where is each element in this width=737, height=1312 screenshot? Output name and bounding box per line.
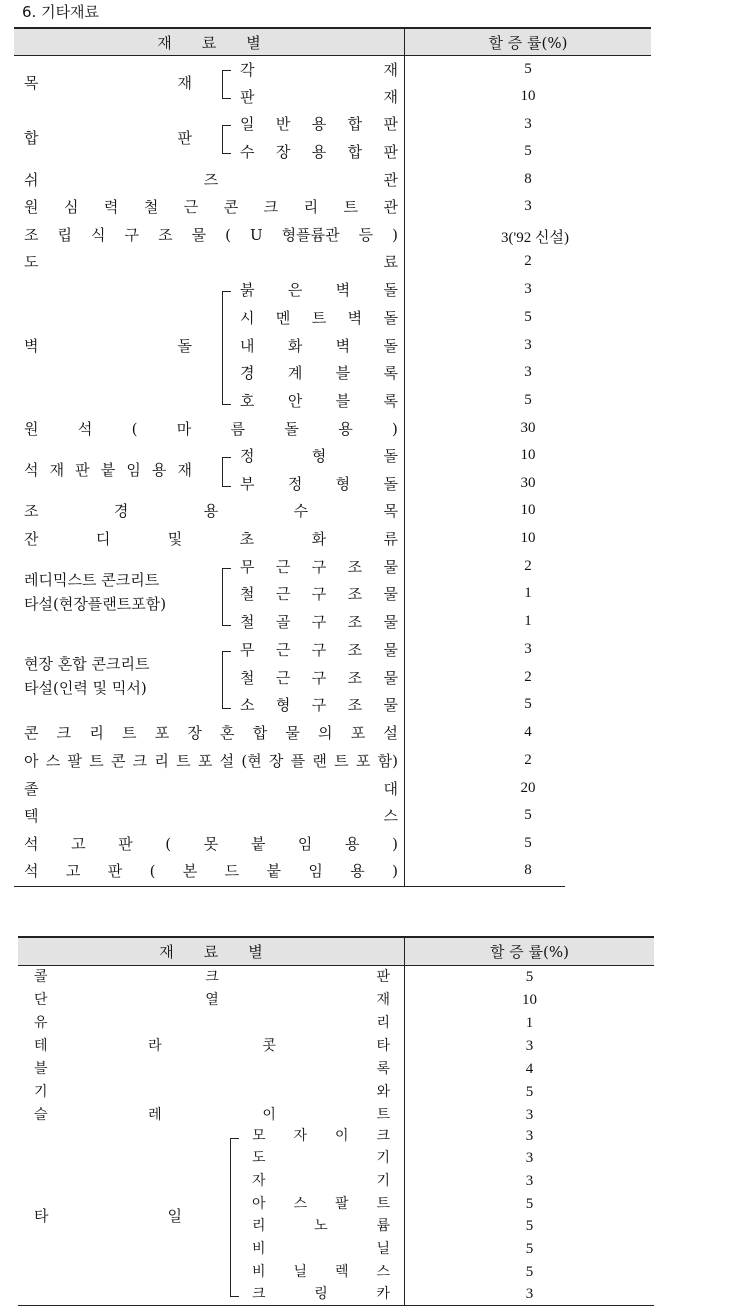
value-tile-asphalt: 5 — [525, 1196, 534, 1212]
value-gypsum-bond: 8 — [524, 862, 532, 878]
value-tile-porcelain: 3 — [525, 1173, 534, 1189]
value-tile-vinyl: 5 — [525, 1241, 534, 1257]
value-insulation: 10 — [522, 992, 537, 1008]
value-block-revetment: 5 — [524, 392, 532, 408]
row-timber-square: 각 재 — [240, 61, 398, 79]
row-terracotta: 테 라 콧 타 — [34, 1038, 390, 1054]
row-paint: 도 료 — [24, 253, 398, 271]
table2-header-material: 재 료 별 — [159, 943, 263, 961]
row-asphalt-paving: 아 스 팔 트 콘 크 리 트 포 설 (현 장 플 랜 트 포 함) — [24, 752, 398, 770]
row-gypsum-bond: 석 고 판 ( 본 드 붙 임 용 ) — [24, 862, 398, 880]
row-concrete-paving: 콘 크 리 트 포 장 혼 합 물 의 포 설 — [24, 724, 398, 742]
value-site-reinforced: 2 — [524, 669, 532, 685]
row-slab-regular: 정 형 돌 — [240, 447, 398, 465]
row-tile-vinyl: 비 닐 — [252, 1241, 390, 1257]
row-block: 블 록 — [34, 1061, 390, 1077]
row-label-brick: 벽 돌 — [24, 337, 192, 355]
value-cork-board: 5 — [525, 969, 534, 985]
value-raw-stone: 30 — [520, 420, 536, 436]
row-slab-irregular: 부 정 형 돌 — [240, 475, 398, 493]
row-brick-red: 붉 은 벽 돌 — [240, 281, 398, 299]
row-insulation: 단 열 재 — [34, 992, 390, 1008]
value-site-small: 5 — [524, 696, 532, 712]
value-centrifugal-pipe: 3 — [524, 198, 532, 214]
value-plywood-finish: 5 — [524, 143, 532, 159]
value-landscape-tree: 10 — [520, 502, 536, 518]
row-tile-porcelain: 자 기 — [252, 1173, 390, 1189]
row-block-curb: 경 계 블 록 — [240, 364, 398, 382]
value-slab-regular: 10 — [520, 447, 536, 463]
row-lath: 졸 대 — [24, 780, 398, 798]
row-cork-board: 콜 크 판 — [34, 969, 390, 985]
value-rmc-plain: 2 — [524, 558, 532, 574]
value-block: 4 — [525, 1061, 534, 1077]
row-block-revetment: 호 안 블 록 — [240, 392, 398, 410]
value-gypsum-nail: 5 — [524, 835, 532, 851]
row-site-plain: 무 근 구 조 물 — [240, 641, 398, 659]
value-brick-cement: 5 — [524, 309, 532, 325]
value-lath: 20 — [520, 780, 536, 796]
row-label-site-mixed-1: 현장 혼합 콘크리트 — [24, 655, 150, 673]
row-label-plywood: 합 판 — [24, 129, 192, 147]
value-concrete-paving: 4 — [524, 724, 532, 740]
value-tile-mosaic: 3 — [525, 1128, 534, 1144]
value-paint: 2 — [524, 253, 532, 269]
row-slate: 슬 레 이 트 — [34, 1107, 390, 1123]
row-prefab-structure: 조 립 식 구 조 물 ( U 형플륨관 등 ) — [24, 226, 398, 244]
row-glass: 유 리 — [34, 1015, 390, 1031]
row-brick-fire: 내 화 벽 돌 — [240, 337, 398, 355]
row-rmc-plain: 무 근 구 조 물 — [240, 558, 398, 576]
row-landscape-tree: 조 경 용 수 목 — [24, 502, 398, 520]
row-rmc-reinforced: 철 근 구 조 물 — [240, 585, 398, 603]
row-tex: 텍 스 — [24, 807, 398, 825]
value-brick-fire: 3 — [524, 337, 532, 353]
row-centrifugal-pipe: 원 심 력 철 근 콘 크 리 트 관 — [24, 198, 398, 216]
value-slate: 3 — [525, 1107, 534, 1123]
value-site-plain: 3 — [524, 641, 532, 657]
value-terracotta: 3 — [525, 1038, 534, 1054]
row-timber-board: 판 재 — [240, 88, 398, 106]
value-tile-vinylex: 5 — [525, 1264, 534, 1280]
value-rmc-reinforced: 1 — [524, 585, 532, 601]
value-hume-pipe: 8 — [524, 171, 532, 187]
value-tile-earthenware: 3 — [525, 1150, 534, 1166]
row-label-ready-mixed-2: 타설(현장플랜트포함) — [24, 595, 167, 613]
value-asphalt-paving: 2 — [524, 752, 532, 768]
row-tile-asphalt: 아 스 팔 트 — [252, 1196, 390, 1212]
row-raw-stone: 원 석 ( 마 름 돌 용 ) — [24, 420, 398, 438]
value-glass: 1 — [525, 1015, 534, 1031]
header-material: 재 료 별 — [157, 34, 261, 52]
row-site-reinforced: 철 근 구 조 물 — [240, 669, 398, 687]
value-plywood-general: 3 — [524, 116, 532, 132]
value-tex: 5 — [524, 807, 532, 823]
row-gypsum-nail: 석 고 판 ( 못 붙 임 용 ) — [24, 835, 398, 853]
row-label-stone-slab: 석 재 판 붙 임 용 재 — [24, 461, 192, 479]
row-label-timber: 목 재 — [24, 74, 192, 92]
row-roof-tile: 기 와 — [34, 1084, 390, 1100]
row-rmc-steel: 철 골 구 조 물 — [240, 613, 398, 631]
value-timber-board: 10 — [520, 88, 536, 104]
row-tile-linoleum: 리 노 륨 — [252, 1218, 390, 1234]
table2-header-rate: 할 증 률(%) — [490, 943, 569, 961]
header-rate: 할 증 률(%) — [488, 34, 568, 52]
value-tile-clinker: 3 — [525, 1286, 534, 1302]
row-tile-mosaic: 모 자 이 크 — [252, 1128, 390, 1144]
row-hume-pipe: 쉬 즈 관 — [24, 171, 398, 189]
row-tile-clinker: 크 링 카 — [252, 1286, 390, 1302]
row-turf-flowers: 잔 디 및 초 화 류 — [24, 530, 398, 548]
row-label-site-mixed-2: 타설(인력 및 믹서) — [24, 679, 147, 697]
row-brick-cement: 시 멘 트 벽 돌 — [240, 309, 398, 327]
row-label-ready-mixed-1: 레디믹스트 콘크리트 — [24, 571, 160, 589]
value-prefab-structure: 3('92 신설) — [501, 230, 569, 246]
value-timber-square: 5 — [524, 61, 532, 77]
value-slab-irregular: 30 — [520, 475, 536, 491]
row-label-tile: 타 일 — [34, 1207, 182, 1225]
value-brick-red: 3 — [524, 281, 532, 297]
value-turf-flowers: 10 — [520, 530, 536, 546]
row-plywood-general: 일 반 용 합 판 — [240, 115, 398, 133]
value-roof-tile: 5 — [525, 1084, 534, 1100]
value-block-curb: 3 — [524, 364, 532, 380]
row-site-small: 소 형 구 조 물 — [240, 696, 398, 714]
value-tile-linoleum: 5 — [525, 1218, 534, 1234]
row-plywood-finish: 수 장 용 합 판 — [240, 143, 398, 161]
row-tile-earthenware: 도 기 — [252, 1150, 390, 1166]
row-tile-vinylex: 비 닐 렉 스 — [252, 1264, 390, 1280]
value-rmc-steel: 1 — [524, 613, 532, 629]
section-caption: 6. 기타재료 — [22, 3, 100, 21]
